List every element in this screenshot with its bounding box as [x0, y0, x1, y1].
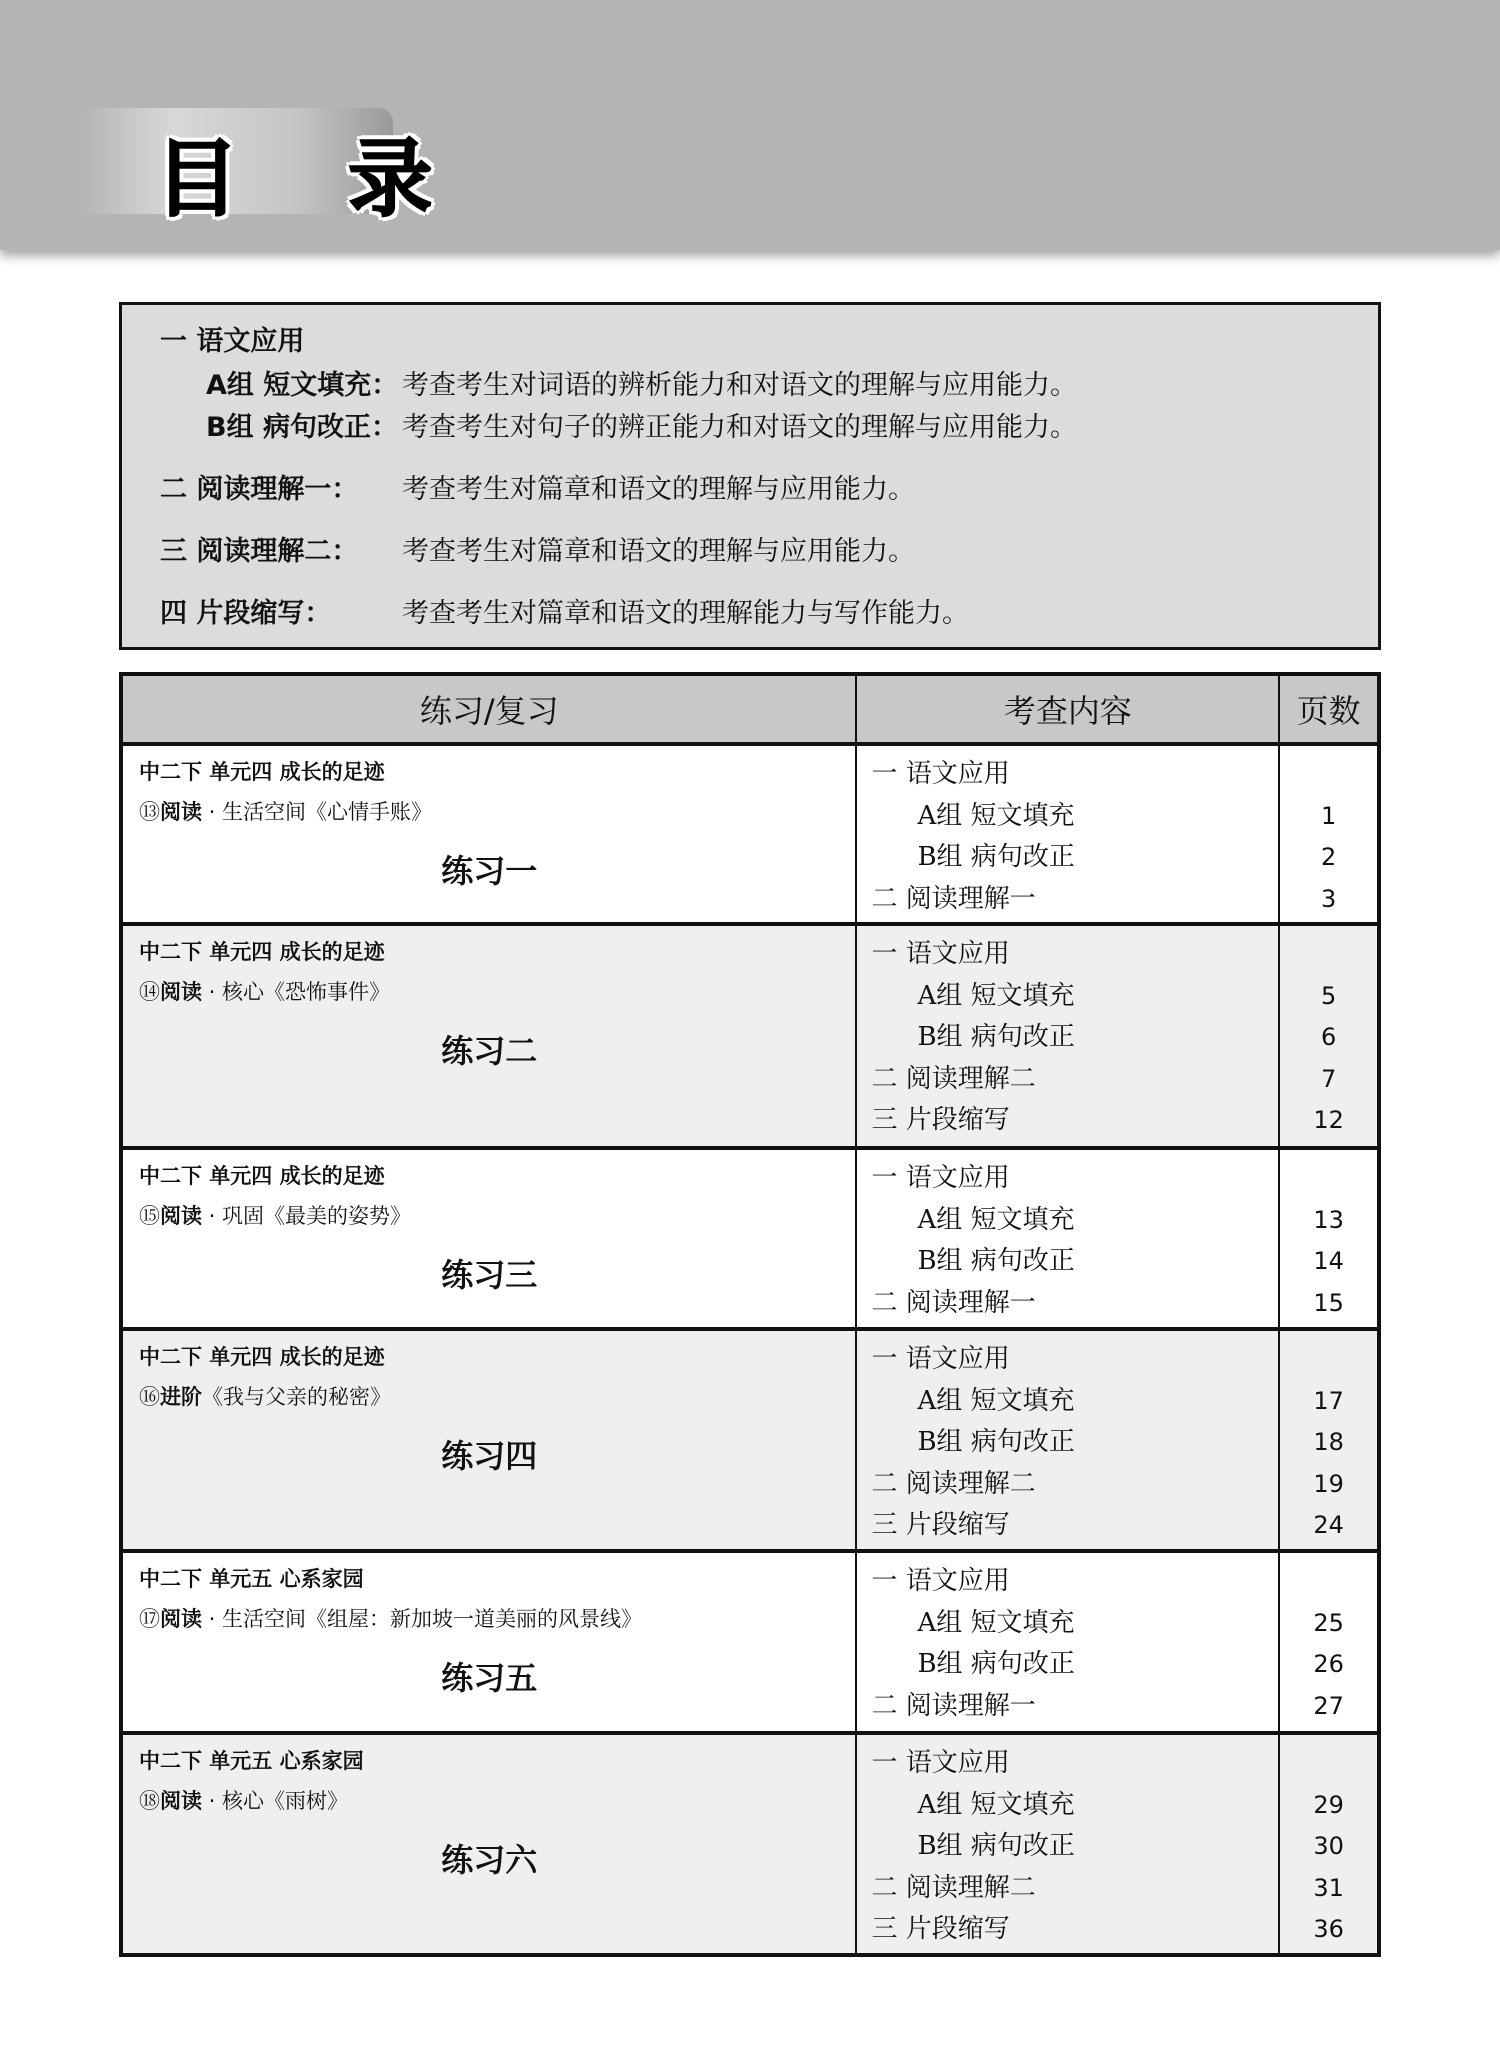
- lesson-title: · 巩固《最美的姿势》: [202, 1204, 412, 1228]
- content-cell: [856, 1733, 1279, 1955]
- content-item: A组 短文填充: [917, 800, 1075, 831]
- content-item: A组 短文填充: [917, 1204, 1075, 1235]
- summary-desc: 考查考生对篇章和语文的理解能力与写作能力。: [402, 598, 969, 629]
- content-item: B组 病句改正: [917, 1246, 1075, 1276]
- content-item: A组 短文填充: [917, 1607, 1075, 1638]
- content-item: B组 病句改正: [917, 842, 1075, 872]
- page-number[interactable]: 1: [1320, 801, 1337, 830]
- header-content: 考查内容: [856, 674, 1279, 744]
- page-number[interactable]: 15: [1313, 1288, 1344, 1317]
- page-number[interactable]: 5: [1320, 981, 1337, 1010]
- exercise-title[interactable]: 练习五: [441, 1659, 538, 1697]
- content-item: 二 阅读理解二: [871, 1063, 1036, 1094]
- pages-cell: [1279, 1329, 1379, 1551]
- header-pages: 页数: [1279, 674, 1379, 744]
- lesson-label: [139, 1200, 411, 1230]
- page-number[interactable]: 30: [1313, 1832, 1344, 1860]
- exercise-title[interactable]: 练习一: [441, 852, 538, 890]
- content-item: A组 短文填充: [917, 1385, 1075, 1416]
- content-item: 一 语文应用: [871, 1748, 1010, 1778]
- exercise-cell: [121, 1551, 856, 1733]
- pages-cell: [1279, 744, 1379, 924]
- content-item: 一 语文应用: [871, 939, 1010, 969]
- content-item: A组 短文填充: [917, 1789, 1075, 1820]
- exercise-cell: [121, 744, 856, 924]
- lesson-kind: 阅读: [160, 800, 202, 824]
- exercise-cell: [121, 1148, 856, 1329]
- content-item: 二 阅读理解一: [871, 1690, 1036, 1721]
- pages-cell: [1279, 1551, 1379, 1733]
- content-item: 二 阅读理解二: [871, 1468, 1036, 1499]
- exercise-cell: [121, 1733, 856, 1955]
- unit-label: 中二下 单元五 心系家园: [139, 1749, 364, 1773]
- content-item: 三 片段缩写: [871, 1105, 1010, 1135]
- summary-label: B组 病句改正：: [206, 412, 398, 443]
- lesson-kind: 阅读: [160, 1204, 202, 1228]
- page-number[interactable]: 14: [1313, 1247, 1344, 1275]
- exercise-cell: [121, 924, 856, 1148]
- summary-label: A组 短文填充：: [206, 370, 399, 401]
- summary-desc: 考查考生对篇章和语文的理解与应用能力。: [402, 536, 915, 567]
- unit-label: 中二下 单元四 成长的足迹: [139, 1164, 385, 1188]
- exercise-title[interactable]: 练习六: [441, 1841, 538, 1879]
- page-number[interactable]: 18: [1313, 1428, 1344, 1456]
- summary-label: 三 阅读理解二：: [160, 536, 359, 567]
- lesson-kind: 阅读: [160, 1607, 202, 1631]
- lesson-number: ⑱: [139, 1789, 160, 1813]
- summary-label: 四 片段缩写：: [160, 598, 332, 629]
- page-number[interactable]: 6: [1320, 1023, 1337, 1051]
- page-number[interactable]: 7: [1320, 1064, 1337, 1093]
- content-cell: [856, 744, 1279, 924]
- summary-desc: 考查考生对句子的辨正能力和对语文的理解与应用能力。: [402, 412, 1077, 443]
- lesson-label: [139, 976, 390, 1006]
- lesson-title: 《我与父亲的秘密》: [202, 1385, 391, 1409]
- lesson-kind: 阅读: [160, 980, 202, 1004]
- page-number[interactable]: 27: [1313, 1691, 1344, 1720]
- content-item: A组 短文填充: [917, 980, 1075, 1011]
- lesson-number: ⑭: [139, 980, 160, 1004]
- lesson-title: · 核心《恐怖事件》: [202, 980, 391, 1004]
- content-cell: [856, 1551, 1279, 1733]
- lesson-title: · 生活空间《心情手账》: [202, 800, 433, 824]
- table-row: [121, 1329, 1379, 1551]
- content-item: 一 语文应用: [871, 1344, 1010, 1374]
- lesson-kind: 阅读: [160, 1789, 202, 1813]
- table-row: [121, 1733, 1379, 1955]
- exercise-cell: [121, 1329, 856, 1551]
- page-number[interactable]: [1280, 934, 1377, 976]
- page-number[interactable]: 13: [1313, 1205, 1344, 1234]
- pages-cell: [1279, 924, 1379, 1148]
- content-item: 三 片段缩写: [871, 1914, 1010, 1944]
- table-row: [121, 924, 1379, 1148]
- summary-box: [119, 302, 1381, 650]
- page-number[interactable]: 19: [1313, 1469, 1344, 1498]
- content-item: B组 病句改正: [917, 1427, 1075, 1457]
- page-number[interactable]: 26: [1313, 1650, 1344, 1678]
- lesson-title: · 核心《雨树》: [202, 1789, 349, 1813]
- page-number[interactable]: 17: [1313, 1386, 1344, 1415]
- lesson-label: [139, 796, 432, 826]
- lesson-label: [139, 1381, 391, 1411]
- unit-label: 中二下 单元四 成长的足迹: [139, 1345, 385, 1369]
- table-row: [121, 1148, 1379, 1329]
- content-item: 二 阅读理解一: [871, 883, 1036, 914]
- lesson-title: · 生活空间《组屋：新加坡一道美丽的风景线》: [202, 1607, 643, 1631]
- content-item: B组 病句改正: [917, 1649, 1075, 1679]
- content-cell: [856, 1329, 1279, 1551]
- summary-label: 一 语文应用: [160, 326, 305, 357]
- summary-desc: 考查考生对篇章和语文的理解与应用能力。: [402, 474, 915, 505]
- header-exercise: 练习/复习: [121, 674, 856, 744]
- page-number[interactable]: 36: [1313, 1915, 1344, 1943]
- page-number[interactable]: 24: [1313, 1511, 1344, 1539]
- lesson-number: ⑮: [139, 1204, 160, 1228]
- unit-label: 中二下 单元四 成长的足迹: [139, 760, 385, 784]
- lesson-number: ⑰: [139, 1607, 160, 1631]
- page-number[interactable]: 25: [1313, 1608, 1344, 1637]
- content-item: 三 片段缩写: [871, 1510, 1010, 1540]
- exercise-title[interactable]: 练习四: [441, 1437, 538, 1475]
- lesson-number: ⑬: [139, 800, 160, 824]
- page-title: 目 录: [155, 130, 473, 228]
- pages-cell: [1279, 1148, 1379, 1329]
- page-number[interactable]: 29: [1313, 1790, 1344, 1819]
- summary-desc: 考查考生对词语的辨析能力和对语文的理解与应用能力。: [402, 370, 1077, 401]
- contents-table: [119, 672, 1381, 1957]
- content-item: 一 语文应用: [871, 759, 1010, 789]
- content-cell: [856, 924, 1279, 1148]
- lesson-label: [139, 1603, 642, 1633]
- content-item: 二 阅读理解一: [871, 1287, 1036, 1318]
- page-number[interactable]: 31: [1313, 1873, 1344, 1902]
- page-number[interactable]: 12: [1313, 1106, 1344, 1134]
- page-number[interactable]: 2: [1320, 843, 1337, 871]
- unit-label: 中二下 单元四 成长的足迹: [139, 940, 385, 964]
- content-item: 二 阅读理解二: [871, 1872, 1036, 1903]
- exercise-title[interactable]: 练习三: [441, 1256, 538, 1294]
- page-number[interactable]: [1280, 1743, 1377, 1785]
- content-cell: [856, 1148, 1279, 1329]
- page-number[interactable]: [1280, 1339, 1377, 1381]
- table-row: [121, 1551, 1379, 1733]
- page-number[interactable]: [1280, 1158, 1377, 1200]
- lesson-kind: 进阶: [160, 1385, 202, 1409]
- unit-label: 中二下 单元五 心系家园: [139, 1567, 364, 1591]
- summary-label: 二 阅读理解一：: [160, 474, 359, 505]
- pages-cell: [1279, 1733, 1379, 1955]
- content-item: B组 病句改正: [917, 1022, 1075, 1052]
- lesson-label: [139, 1785, 348, 1815]
- page-number[interactable]: 3: [1320, 884, 1337, 913]
- lesson-number: ⑯: [139, 1385, 160, 1409]
- page-number[interactable]: [1280, 1561, 1377, 1603]
- content-item: 一 语文应用: [871, 1566, 1010, 1596]
- content-item: B组 病句改正: [917, 1831, 1075, 1861]
- exercise-title[interactable]: 练习二: [441, 1032, 538, 1070]
- content-item: 一 语文应用: [871, 1163, 1010, 1193]
- page-number[interactable]: [1280, 754, 1377, 796]
- table-row: [121, 744, 1379, 924]
